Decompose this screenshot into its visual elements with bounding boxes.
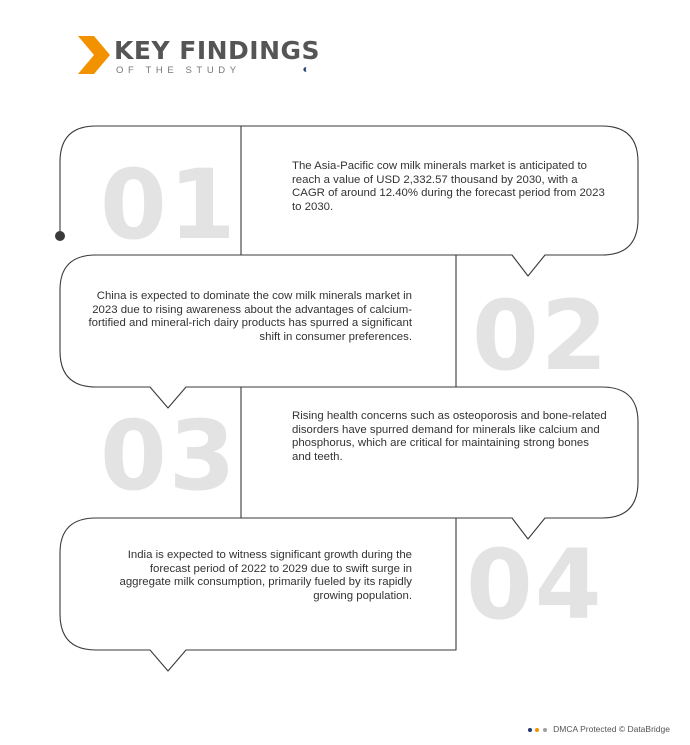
footer-text: DMCA Protected © DataBridge xyxy=(553,724,670,734)
footer-dot-1-icon xyxy=(528,728,532,732)
finding-text-03: Rising health concerns such as osteoporosis and bone-related disorders have spurred demand for minerals like calcium and phosphorus, which are critical for maintaining strong bones and teeth. xyxy=(292,410,607,463)
finding-number-02: 02 xyxy=(472,280,610,392)
footer-dot-2-icon xyxy=(535,728,539,732)
finding-number-01: 01 xyxy=(100,149,238,261)
header-subtitle: OF THE STUDY xyxy=(116,65,241,76)
footer-dot-3-icon xyxy=(543,728,547,732)
finding-text-01: The Asia-Pacific cow milk minerals market is anticipated to reach a value of USD 2,332.57 thousand by 2030, with a CAGR of around 12.40% during the forecast period from 2023 to 2030. xyxy=(292,160,605,213)
finding-number-03: 03 xyxy=(100,400,238,512)
finding-number-04: 04 xyxy=(466,529,604,641)
timeline-start-dot xyxy=(55,231,65,241)
dmca-footer xyxy=(528,724,670,734)
header-title: KEY FINDINGS xyxy=(114,36,321,65)
finding-text-04: India is expected to witness significant growth during the forecast period of 2022 to 2029 due to swift surge in aggregate milk consumption, primarily fueled by its rapidly growing population. xyxy=(119,549,412,602)
finding-text-02: China is expected to dominate the cow milk minerals market in 2023 due to rising awareness about the advantages of calcium-fortified and mineral-rich dairy products has spurred a significant shift in consumer preferences. xyxy=(88,290,412,343)
